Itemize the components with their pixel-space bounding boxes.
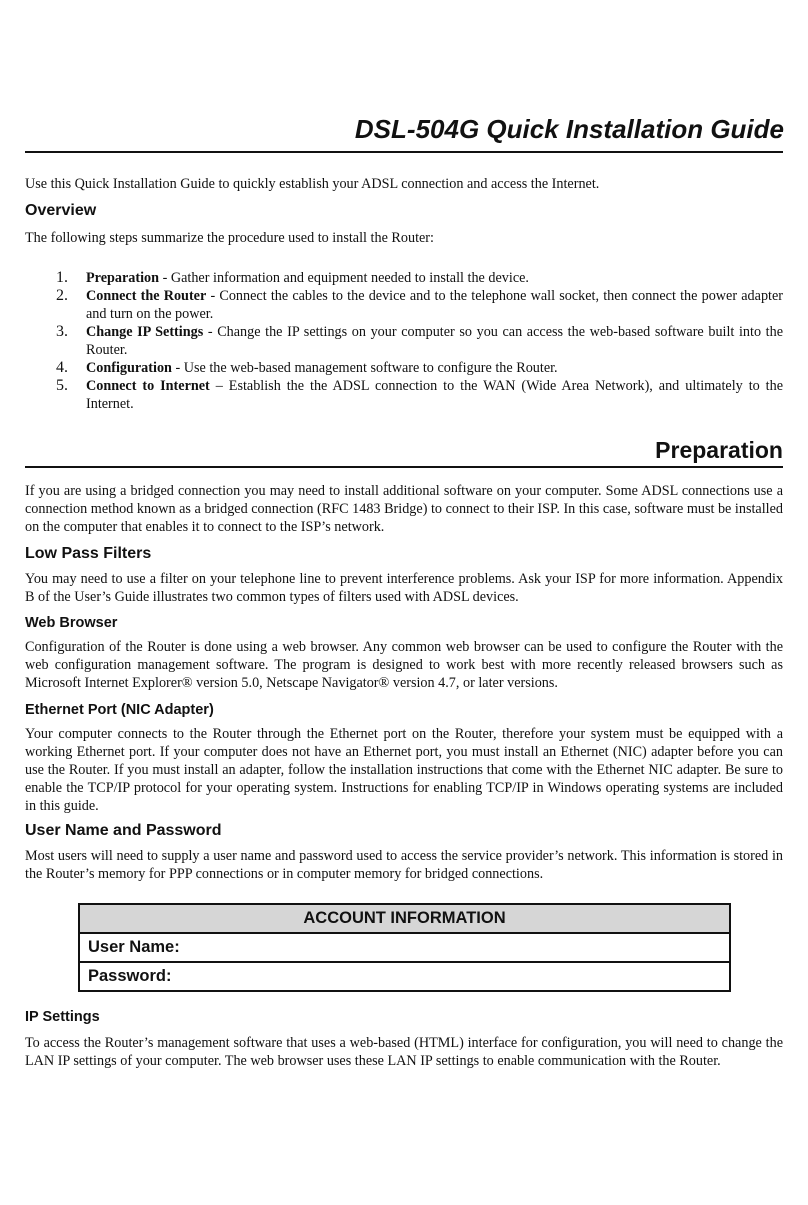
- step-item: [25, 287, 783, 323]
- ethernet-section: [25, 701, 783, 815]
- low-pass-heading: Low Pass Filters: [25, 545, 152, 562]
- account-info-table: [78, 903, 731, 992]
- title-rule: [25, 151, 783, 153]
- intro-block: [25, 175, 783, 193]
- step-text: - Connect the cables to the device and to the telephone wall socket, then connect the power adapter and turn on the power.: [86, 288, 783, 322]
- overview-text: The following steps summarize the procedure used to install the Router:: [25, 230, 434, 246]
- web-browser-text: Configuration of the Router is done using a web browser. Any common web browser can be used to configure the Router with the web configuration management software. The program is designed to work best with more recently released browsers such as Microsoft Internet Explorer® version 5.0, Netscape Navigator® version 4.7, or later versions.: [25, 639, 783, 691]
- step-title: Configuration: [86, 360, 172, 376]
- step-item: [25, 323, 783, 359]
- low-pass-section: [25, 544, 783, 606]
- ip-settings-heading: IP Settings: [25, 1009, 100, 1025]
- user-pass-heading: User Name and Password: [25, 822, 222, 839]
- overview-section: [25, 201, 783, 247]
- preparation-text: If you are using a bridged connection you may need to install additional software on your computer. Some ADSL connections use a connection method known as a bridged connection (RFC 1483 Bridge) to connect to their ISP. In this case, software must be installed on the computer that enables it to connect to the ISP’s network.: [25, 483, 783, 535]
- ethernet-heading: Ethernet Port (NIC Adapter): [25, 702, 214, 718]
- step-title: Preparation: [86, 270, 160, 286]
- step-number: 5.: [56, 377, 68, 394]
- step-item: [25, 359, 783, 377]
- user-pass-text: Most users will need to supply a user name and password used to access the service provider’s network. This information is stored in the Router’s memory for PPP connections or in computer memory for bridged connections.: [25, 848, 783, 882]
- ip-settings-text: To access the Router’s management software that uses a web-based (HTML) interface for configuration, you will need to change the LAN IP settings of your computer. The web browser uses these LAN IP settings to enable communication with the Router.: [25, 1035, 783, 1069]
- user-pass-section: [25, 821, 783, 883]
- ethernet-text: Your computer connects to the Router through the Ethernet port on the Router, therefore your system must be equipped with a working Ethernet port. If your computer does not have an Ethernet port, you must install an Ethernet (NIC) adapter before you can use the Router. If you must install an adapter, follow the installation instructions that come with the Ethernet NIC adapter. Be sure to enable the TCP/IP protocol for your operating system. Instructions for enabling TCP/IP in Windows operating systems are included in this guide.: [25, 726, 783, 814]
- step-number: 3.: [56, 323, 68, 340]
- preparation-block: [25, 482, 783, 536]
- step-text: - Gather information and equipment needed to install the device.: [159, 270, 529, 286]
- step-text: – Establish the the ADSL connection to the WAN (Wide Area Network), and ultimately to the Internet.: [86, 378, 783, 412]
- intro-text: Use this Quick Installation Guide to quickly establish your ADSL connection and access the Internet.: [25, 176, 600, 192]
- step-item: [25, 269, 783, 287]
- overview-heading: Overview: [25, 202, 97, 219]
- step-number: 4.: [56, 359, 68, 376]
- step-number: 2.: [56, 287, 68, 304]
- steps-list: [25, 269, 783, 413]
- step-title: Change IP Settings: [86, 324, 204, 340]
- low-pass-text: You may need to use a filter on your telephone line to prevent interference problems. Ask your ISP for more information. Appendix B of the User’s Guide illustrates two common types of filters used with ADSL devices.: [25, 571, 783, 605]
- account-info-header: ACCOUNT INFORMATION: [79, 904, 730, 933]
- step-text: - Change the IP settings on your computer so you can access the web-based software built into the Router.: [86, 324, 783, 358]
- step-text: - Use the web-based management software to configure the Router.: [171, 360, 558, 376]
- step-number: 1.: [56, 269, 68, 286]
- preparation-rule: [25, 466, 783, 468]
- ip-settings-section: [25, 1008, 783, 1070]
- step-title: Connect the Router: [86, 288, 207, 304]
- step-item: [25, 377, 783, 413]
- web-browser-heading: Web Browser: [25, 615, 118, 631]
- preparation-heading: Preparation: [655, 437, 783, 463]
- user-name-field[interactable]: User Name:: [79, 933, 730, 962]
- step-title: Connect to Internet: [86, 378, 210, 394]
- web-browser-section: [25, 614, 783, 692]
- guide-title: DSL-504G Quick Installation Guide: [354, 114, 784, 144]
- password-field[interactable]: Password:: [79, 962, 730, 991]
